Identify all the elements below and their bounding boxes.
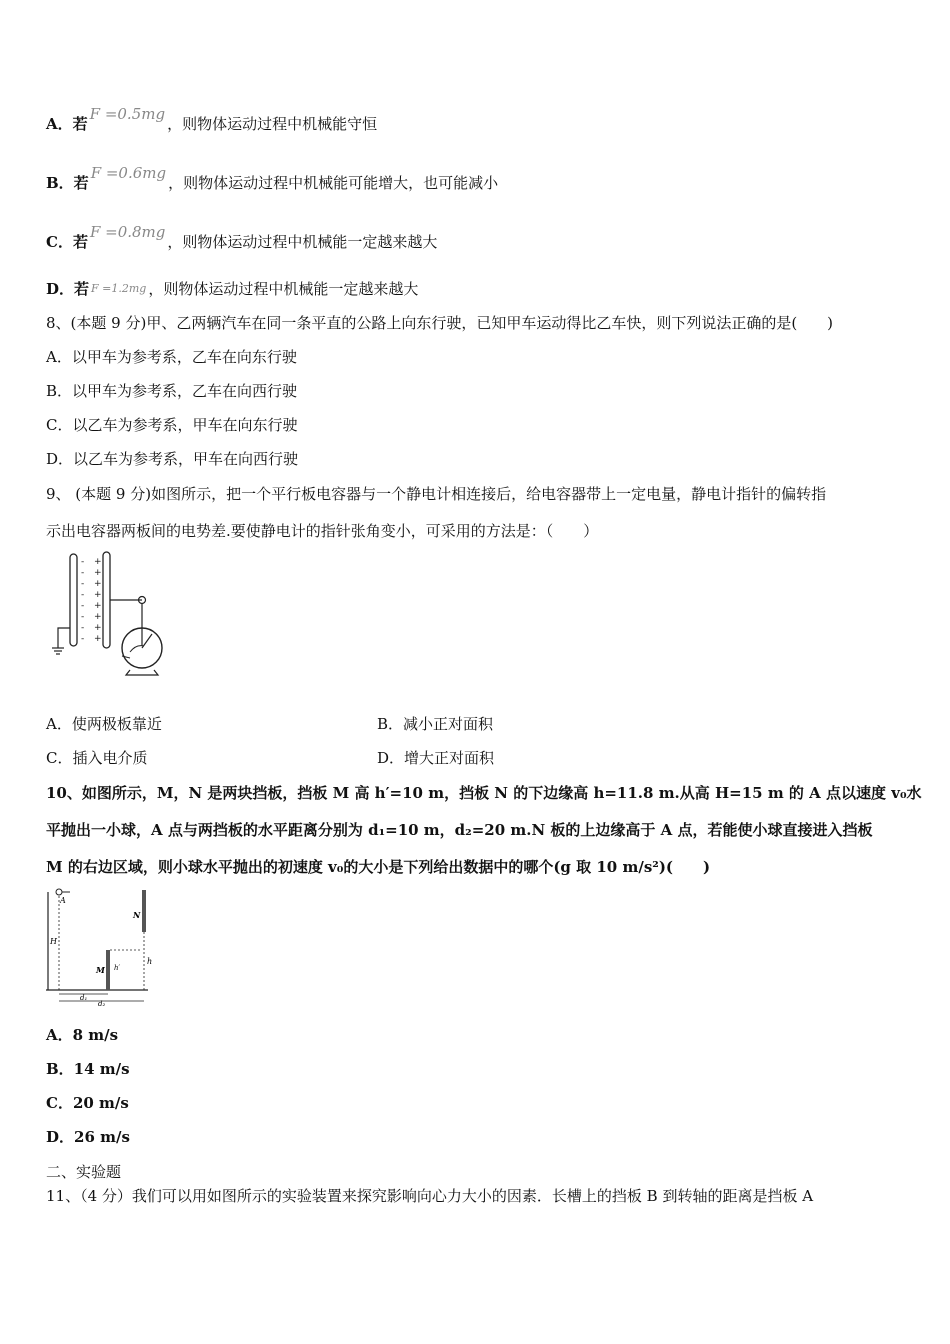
barrier-n [142, 890, 146, 932]
right-plate [103, 552, 110, 648]
q10-stem-line3: M 的右边区域，则小球水平抛出的初速度 v₀的大小是下列给出数据中的哪个(g 取 10 m/s²)( ) [46, 858, 711, 876]
formula: F =0.6mg [90, 164, 167, 182]
q8-option-b: B．以甲车为参考系，乙车在向西行驶 [46, 382, 298, 400]
label-d1: d₁ [80, 994, 88, 1002]
minus-sign: - [81, 601, 85, 611]
option-text: ，则物体运动过程中机械能守恒 [167, 115, 378, 133]
option-label: D．若 [46, 280, 90, 298]
minus-sign: - [81, 557, 85, 567]
q8-stem: 8、(本题 9 分)甲、乙两辆汽车在同一条平直的公路上向东行驶，已知甲车运动得比乙车快，则下列说法正确的是( ) [46, 314, 834, 332]
q8-option-a: A．以甲车为参考系，乙车在向东行驶 [46, 348, 297, 366]
minus-sign: - [81, 623, 85, 633]
minus-sign: - [81, 579, 85, 589]
option-label: A．若 [46, 115, 88, 133]
left-plate [70, 554, 77, 646]
minus-sign: - [81, 634, 85, 644]
q10-stem-line2: 平抛出一小球，A 点与两挡板的水平距离分别为 d₁=10 m，d₂=20 m.N 板的上边缘高于 A 点，若能使小球直接进入挡板 [46, 821, 873, 839]
q10-option-d: D．26 m/s [46, 1128, 130, 1146]
section-heading: 二、实验题 [46, 1163, 122, 1181]
option-text: ，则物体运动过程中机械能一定越来越大 [148, 280, 419, 298]
q9-stem-line1: 9、 (本题 9 分)如图所示，把一个平行板电容器与一个静电计相连接后，给电容器带上一定电量，静电计指针的偏转指 [46, 485, 827, 503]
plus-sign: + [94, 590, 102, 600]
label-d2: d₂ [98, 1000, 106, 1006]
q9-option-a: A．使两极板靠近 [46, 715, 162, 733]
q9-option-b: B．减小正对面积 [377, 715, 494, 733]
formula: F =0.5mg [89, 105, 166, 123]
q7-option-d [46, 279, 418, 301]
q10-option-b: B．14 m/s [46, 1060, 130, 1078]
q7-option-a [46, 105, 378, 134]
option-label: C．若 [46, 233, 88, 251]
label-a: A [60, 896, 66, 905]
minus-sign: - [81, 568, 85, 578]
electrometer-base [126, 670, 158, 675]
ball-a [56, 889, 62, 895]
plus-sign: + [94, 579, 102, 589]
q10-option-a: A．8 m/s [46, 1026, 119, 1044]
q9-stem-line2: 示出电容器两板间的电势差.要使静电计的指针张角变小，可采用的方法是：（ ） [46, 522, 599, 540]
q7-option-b [46, 164, 499, 193]
q11-stem-line1: 11、（4 分）我们可以用如图所示的实验装置来探究影响向心力大小的因素．长槽上的挡板 B 到转轴的距离是挡板 A [46, 1187, 814, 1205]
plus-sign: + [94, 634, 102, 644]
plus-sign: + [94, 623, 102, 633]
ground-wire [58, 628, 70, 648]
plus-sign: + [94, 568, 102, 578]
label-h-big: H [50, 937, 57, 946]
q10-stem-line1: 10、如图所示，M，N 是两块挡板，挡板 M 高 h′=10 m，挡板 N 的下边缘高 h=11.8 m.从高 H=15 m 的 A 点以速度 v₀水 [46, 784, 922, 802]
minus-sign: - [81, 612, 85, 622]
plus-signs [94, 557, 102, 644]
minus-sign: - [81, 590, 85, 600]
q8-option-c: C．以乙车为参考系，甲车在向东行驶 [46, 416, 298, 434]
label-h-small: h [147, 957, 153, 966]
projectile-barrier-figure [44, 886, 160, 1006]
plus-sign: + [94, 601, 102, 611]
label-h-prime: h′ [114, 964, 121, 972]
minus-signs [81, 557, 84, 644]
q7-option-c [46, 223, 438, 252]
option-label: B．若 [46, 174, 89, 192]
option-text: ，则物体运动过程中机械能可能增大，也可能减小 [168, 174, 499, 192]
plus-sign: + [94, 612, 102, 622]
formula: F =1.2mg [91, 282, 147, 295]
label-n: N [133, 910, 141, 920]
q9-option-c: C．插入电介质 [46, 749, 148, 767]
label-m: M [96, 965, 105, 975]
barrier-m [106, 950, 110, 990]
formula: F =0.8mg [89, 223, 166, 241]
plus-sign: + [94, 557, 102, 567]
q9-option-d: D．增大正对面积 [377, 749, 495, 767]
q8-option-d: D．以乙车为参考系，甲车在向西行驶 [46, 450, 299, 468]
q10-option-c: C．20 m/s [46, 1094, 129, 1112]
option-text: ，则物体运动过程中机械能一定越来越大 [167, 233, 438, 251]
capacitor-electrometer-figure [46, 548, 176, 678]
